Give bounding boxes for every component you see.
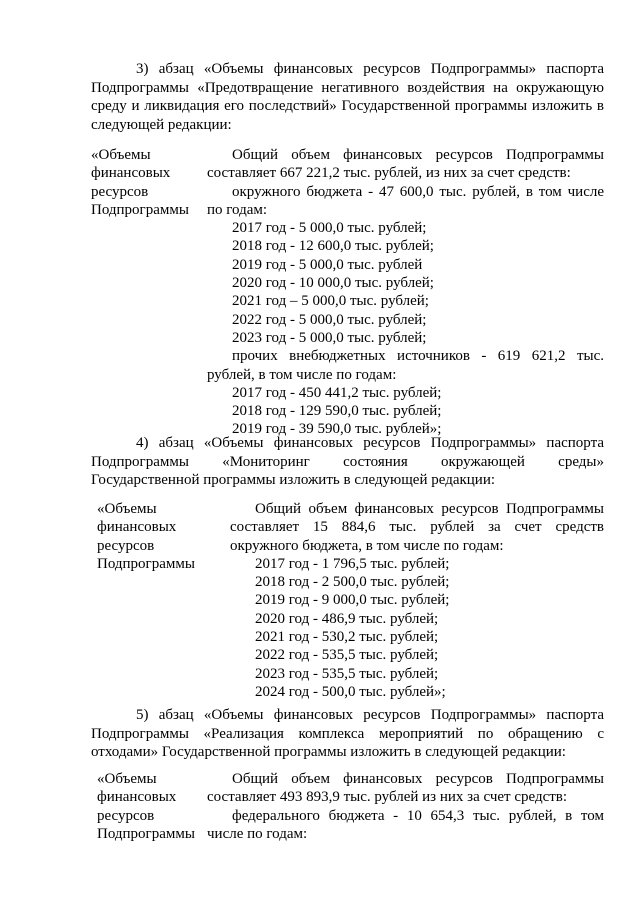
section4-body-line: 2024 год - 500,0 тыс. рублей»; — [255, 683, 446, 700]
section3-body-line: 2018 год - 12 600,0 тыс. рублей; — [232, 238, 434, 255]
section3-body-line: прочих внебюджетных источников - 619 621,2 тыс. — [232, 348, 604, 365]
section3-intro — [91, 60, 604, 134]
section3-body-line: по годам: — [207, 201, 268, 218]
section5-intro-line: отходами» Государственной программы изложить в следующей редакции: — [91, 744, 566, 760]
section3-body — [207, 146, 604, 439]
section5-body-line: федерального бюджета - 10 654,3 тыс. рублей, в том — [232, 807, 604, 824]
section3-body-line: 2017 год - 450 441,2 тыс. рублей; — [232, 384, 442, 401]
section5-intro — [91, 706, 604, 762]
section3-body-line: 2023 год - 5 000,0 тыс. рублей; — [232, 329, 427, 346]
section3-body-line: 2019 год - 39 590,0 тыс. рублей»; — [232, 421, 442, 438]
section3-intro-line: следующей редакции: — [91, 116, 232, 133]
section5-body-line: составляет 493 893,9 тыс. рублей из них за счет средств: — [207, 789, 568, 806]
section5-body-line: числе по годам: — [207, 825, 308, 842]
section4-label-line: «Объемы — [97, 501, 157, 517]
section4-intro-line: 4) абзац «Объемы финансовых ресурсов Подпрограммы» паспорта — [136, 435, 604, 451]
section5-intro-line: 5) абзац «Объемы финансовых ресурсов Подпрограммы» паспорта — [136, 707, 604, 723]
section3-body-line: окружного бюджета - 47 600,0 тыс. рублей, в том числе — [232, 183, 604, 200]
section4-body-line: 2023 год - 535,5 тыс. рублей; — [255, 665, 439, 682]
section3-label-line: Подпрограммы — [91, 201, 189, 218]
section4-body — [230, 500, 604, 701]
section5-body-line: Общий объем финансовых ресурсов Подпрограммы — [232, 771, 604, 787]
section3-body-line: 2020 год - 10 000,0 тыс. рублей; — [232, 275, 434, 292]
section3-body-line: 2021 год – 5 000,0 тыс. рублей; — [232, 293, 429, 310]
section5-body — [207, 770, 604, 843]
section4-label — [97, 500, 195, 573]
section3-body-line: 2022 год - 5 000,0 тыс. рублей; — [232, 311, 427, 328]
section5-label-line: Подпрограммы — [97, 825, 195, 842]
section3-intro-line: 3) абзац «Объемы финансовых ресурсов Подпрограммы» паспорта — [136, 61, 604, 77]
section5-label — [97, 770, 195, 843]
section4-intro-line: Государственной программы изложить в следующей редакции: — [91, 472, 496, 488]
section3-label-line: «Объемы — [91, 147, 151, 163]
section4-label-line: Подпрограммы — [97, 555, 195, 572]
section4-intro — [91, 434, 604, 490]
section3-intro-line: Подпрограммы «Предотвращение негативного воздействия на окружающую — [91, 79, 604, 96]
section4-label-line: финансовых — [97, 519, 177, 536]
section3-body-line: рублей, в том числе по годам: — [207, 366, 397, 383]
section3-body-line: Общий объем финансовых ресурсов Подпрограммы — [232, 147, 604, 163]
section4-label-line: ресурсов — [97, 537, 155, 554]
section3-intro-line: среду и ликвидация его последствий» Государственной программы изложить в — [91, 98, 604, 114]
section4-body-line: 2019 год - 9 000,0 тыс. рублей; — [255, 592, 450, 609]
section4-body-line: 2020 год - 486,9 тыс. рублей; — [255, 610, 439, 627]
section4-body-line: составляет 15 884,6 тыс. рублей за счет средств — [230, 519, 604, 536]
section4-body-line: 2021 год - 530,2 тыс. рублей; — [255, 629, 439, 646]
section3-label-line: финансовых — [91, 165, 171, 182]
section3-body-line: 2017 год - 5 000,0 тыс. рублей; — [232, 220, 427, 237]
section5-label-line: ресурсов — [97, 807, 155, 824]
section3-label — [91, 146, 189, 219]
section5-label-line: финансовых — [97, 789, 177, 806]
section4-body-line: 2017 год - 1 796,5 тыс. рублей; — [255, 555, 450, 572]
section3-body-line: 2019 год - 5 000,0 тыс. рублей — [232, 256, 423, 273]
section4-intro-line: Подпрограммы «Мониторинг состояния окружающей среды» — [91, 453, 604, 470]
section3-label-line: ресурсов — [91, 183, 149, 200]
section4-body-line: 2018 год - 2 500,0 тыс. рублей; — [255, 574, 450, 591]
section5-label-line: «Объемы — [97, 771, 157, 787]
section3-body-line: составляет 667 221,2 тыс. рублей, из них за счет средств: — [207, 165, 571, 182]
section5-intro-line: Подпрограммы «Реализация комплекса мероприятий по обращению с — [91, 725, 604, 742]
section4-body-line: Общий объем финансовых ресурсов Подпрограммы — [255, 501, 604, 517]
section4-body-line: окружного бюджета, в том числе по годам: — [230, 537, 504, 554]
section4-body-line: 2022 год - 535,5 тыс. рублей; — [255, 647, 439, 664]
section3-body-line: 2018 год - 129 590,0 тыс. рублей; — [232, 403, 442, 420]
